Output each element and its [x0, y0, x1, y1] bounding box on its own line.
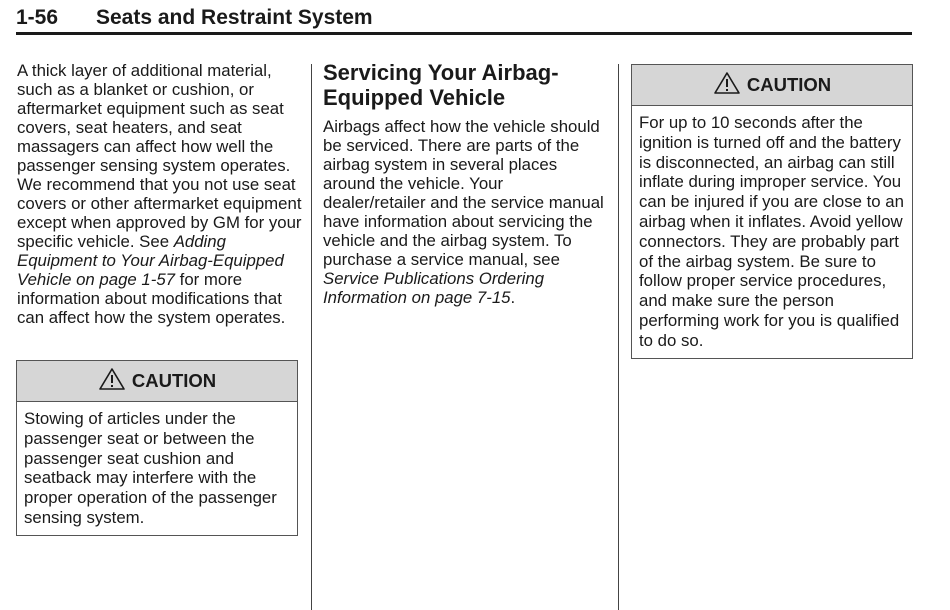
warning-triangle-icon: [98, 367, 126, 391]
col2-cross-reference: Service Publications Ordering Information on page 7-15: [323, 269, 545, 307]
servicing-heading: Servicing Your Airbag-Equipped Vehicle: [323, 60, 559, 110]
col2-paragraph: [323, 117, 608, 307]
column-divider-left: [311, 64, 312, 610]
warning-triangle-icon: [713, 71, 741, 95]
section-title: Seats and Restraint System: [96, 6, 373, 29]
caution-title: CAUTION: [131, 370, 217, 391]
col2-paragraph-text: Airbags affect how the vehicle should be serviced. There are parts of the airbag system in several places around the vehicle. Your dealer/retailer and the service manual have information about servicing the vehicle and the airbag system. To purchase a service manual, see: [323, 117, 604, 269]
col1-cross-reference: Adding Equipment to Your Airbag-Equipped Vehicle on page 1-57: [17, 232, 284, 289]
caution-body: Stowing of articles under the passenger seat or between the passenger seat cushion and seatback may interfere with the proper operation of the passenger sensing system.: [24, 409, 277, 527]
caution-header: [17, 361, 297, 402]
page-header: [16, 6, 912, 35]
col1-paragraph-tail: for more information about modifications that can affect how the system operates.: [17, 270, 286, 327]
caution-header: [632, 65, 912, 106]
caution-title: CAUTION: [746, 74, 832, 95]
caution-body: For up to 10 seconds after the ignition is turned off and the battery is disconnected, an airbag can still inflate during improper service. You can be injured if you are close to an airbag when it inflates. Avoid yellow connectors. They are probably part of the airbag system. Be sure to follow proper service procedures, and make sure the person performing work for you is qualified to do so.: [639, 113, 904, 350]
col2-paragraph-tail: .: [510, 288, 516, 307]
column-divider-right: [618, 64, 619, 610]
caution-box-stowing: [16, 360, 298, 536]
caution-box-service: [631, 64, 913, 359]
col1-paragraph-text: A thick layer of additional material, such as a blanket or cushion, or aftermarket equipment such as seat covers, seat heaters, and seat massagers can affect how well the passenger sensing system operates. We recommend that you not use seat covers or other aftermarket equipment except when approved by GM for your specific vehicle. See: [17, 61, 302, 251]
col1-paragraph: [17, 61, 302, 327]
page-number: 1-56: [16, 6, 59, 29]
